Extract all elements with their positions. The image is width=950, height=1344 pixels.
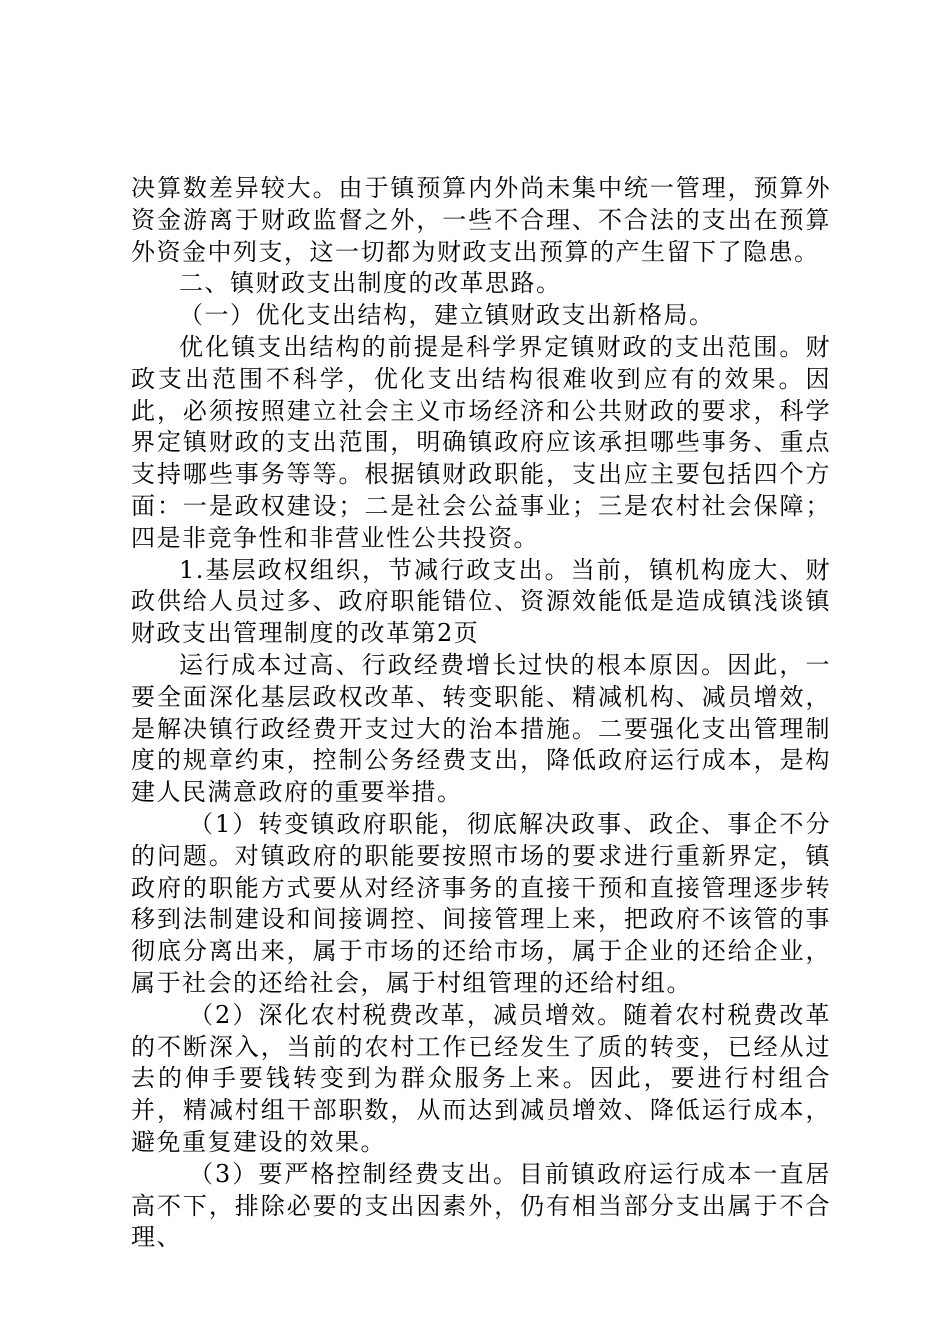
paragraph-operating-cost: 运行成本过高、行政经费增长过快的根本原因。因此，一要全面深化基层政权改革、转变职能、精减机构、减员增效，是解决镇行政经费开支过大的治本措施。二要强化支出管理制度的规章约束，控制公务经费支出，降低政府运行成本，是构建人民满意政府的重要举措。	[131, 650, 831, 807]
document-body	[131, 173, 831, 1254]
paragraph-item-3: （3）要严格控制经费支出。目前镇政府运行成本一直居高不下，排除必要的支出因素外，仍有相当部分支出属于不合理、	[131, 1159, 831, 1252]
paragraph-item-1: （1）转变镇政府职能，彻底解决政事、政企、事企不分的问题。对镇政府的职能要按照市场的要求进行重新界定，镇政府的职能方式要从对经济事务的直接干预和直接管理逐步转移到法制建设和间接调控、间接管理上来，把政府不该管的事彻底分离出来，属于市场的还给市场，属于企业的还给企业，属于社会的还给社会，属于村组管理的还给村组。	[131, 809, 831, 997]
section-heading-two: 二、镇财政支出制度的改革思路。	[179, 269, 562, 298]
paragraph-grassroots-power: 1.基层政权组织，节减行政支出。当前，镇机构庞大、财政供给人员过多、政府职能错位、资源效能低是造成镇浅谈镇财政支出管理制度的改革第2页	[131, 555, 831, 648]
paragraph-continuation: 决算数差异较大。由于镇预算内外尚未集中统一管理，预算外资金游离于财政监督之外，一些不合理、不合法的支出在预算外资金中列支，这一切都为财政支出预算的产生留下了隐患。	[131, 174, 831, 266]
subsection-heading-one: （一）优化支出结构，建立镇财政支出新格局。	[179, 301, 715, 330]
paragraph-item-2: （2）深化农村税费改革，减员增效。随着农村税费改革的不断深入，当前的农村工作已经发生了质的转变，已经从过去的伸手要钱转变到为群众服务上来。因此，要进行村组合并，精减村组干部职数，从而达到减员增效、降低运行成本，避免重复建设的效果。	[131, 1000, 831, 1156]
paragraph-optimize-structure: 优化镇支出结构的前提是科学界定镇财政的支出范围。财政支出范围不科学，优化支出结构很难收到应有的效果。因此，必须按照建立社会主义市场经济和公共财政的要求，科学界定镇财政的支出范围，明确镇政府应该承担哪些事务、重点支持哪些事务等等。根据镇财政职能，支出应主要包括四个方面：一是政权建设；二是社会公益事业；三是农村社会保障；四是非竞争性和非营业性公共投资。	[131, 332, 831, 552]
